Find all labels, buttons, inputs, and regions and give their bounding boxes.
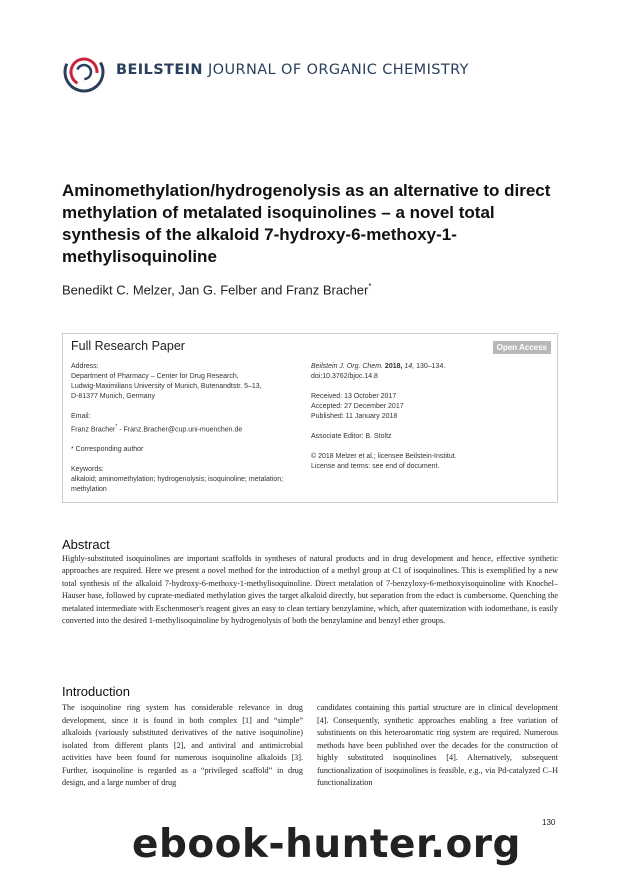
email-address[interactable]: - Franz.Bracher@cup.uni-muenchen.de (117, 426, 243, 434)
email-label: Email: (71, 413, 91, 420)
author-list (62, 282, 371, 297)
introduction-right-column: candidates containing this partial structure are in clinical development [4]. Consequently, synthetic approaches enabling a free variation of substituents on this heteroaromatic ring system are required. Numerous methods have been published over the decades for the construction of highly substituted isoquinolines [4]. Alternatively, subsequent functionalization of isoquinolines is feasible, e.g., via Pd-catalyzed C–H functionalization (317, 703, 558, 787)
abstract-heading: Abstract (62, 537, 110, 552)
info-left-column (71, 362, 303, 495)
address-line: Department of Pharmacy – Center for Drug Research, (71, 373, 239, 380)
received-date: Received: 13 October 2017 (311, 393, 397, 400)
citation-volume: 14, (404, 363, 415, 370)
citation (311, 362, 551, 372)
introduction-heading: Introduction (62, 684, 130, 699)
citation-pages: 130–134. (416, 363, 446, 370)
license-note: License and terms: see end of document. (311, 463, 440, 470)
watermark-text: ebook-hunter.org (132, 822, 521, 867)
info-right-column (311, 362, 551, 472)
keywords-line: alkaloid; aminomethylation; hydrogenolysis; isoquinoline; metalation; (71, 476, 284, 484)
page-number: 130 (542, 818, 556, 827)
journal-logo-icon (62, 50, 106, 94)
keywords-line: methylation (71, 486, 107, 494)
open-access-badge: Open Access (493, 341, 551, 354)
corresponding-author-note: * Corresponding author (71, 446, 144, 454)
citation-journal: Beilstein J. Org. Chem. (311, 363, 383, 370)
address-line: D-81377 Munich, Germany (71, 393, 156, 400)
keywords-label: Keywords: (71, 466, 104, 474)
published-date: Published: 11 January 2018 (311, 413, 398, 420)
doi-link[interactable]: doi:10.3762/bjoc.14.8 (311, 373, 378, 380)
abstract-text: Highly-substituted isoquinolines are important scaffolds in syntheses of natural products and in drug development and hence, effective synthetic approaches are required. Here we present a novel method for the introduction of a methyl group at C1 of isoquinolines. This is exemplified by a new total synthesis of the alkaloid 7-hydroxy-6-methoxy-1-methylisoquinoline. Direct metalation of 7-benzyloxy-6-methoxyisoquinoline with Knochel–Hauser base, followed by cuprate-mediated methylation gives the target alkaloid directly, but separation from the educt is cumbersome. Quenching the metalated intermediate with Eschenmoser's reagent gives an easy to clean tertiary benzylamine, which, after quaternization with iodomethane, is easily converted into the desired 1-methylisoquinoline by hydrogenolysis of both the benzylamine and benzyl ether groups. (62, 554, 558, 626)
citation-year: 2018, (384, 363, 403, 370)
journal-name-rest: JOURNAL OF ORGANIC CHEMISTRY (207, 62, 469, 78)
introduction-left-column: The isoquinoline ring system has considerable relevance in drug development, since it is found in both complex [1] and “simple” alkaloids (variously substituted derivatives of the native isoquinoline) isolated from different plants [2], and antiviral and antimicrobial activities have been found for numerous isoquinoline alkaloids [3]. Further, isoquinoline is regarded as a “privileged scaffold” in drug design, and a large number of drug (62, 703, 303, 787)
address-label: Address: (71, 363, 99, 370)
article-title: Aminomethylation/hydrogenolysis as an alternative to direct methylation of metalated isoquinolines – a novel total synthesis of the alkaloid 7-hydroxy-6-methoxy-1-methylisoquinoline (62, 181, 551, 266)
accepted-date: Accepted: 27 December 2017 (311, 403, 404, 410)
email-author: Franz Bracher (71, 426, 116, 434)
author-names: Benedikt C. Melzer, Jan G. Felber and Franz Bracher (62, 282, 369, 298)
corresponding-mark: * (368, 282, 372, 291)
journal-name-bold: BEILSTEIN (116, 62, 203, 78)
email-mark: * (115, 424, 118, 430)
email-line (71, 422, 303, 435)
associate-editor: Associate Editor: B. Stoltz (311, 433, 392, 440)
address-line: Ludwig-Maximilians University of Munich, Butenandtstr. 5–13, (71, 383, 262, 390)
copyright: © 2018 Melzer et al.; licensee Beilstein-Institut. (311, 453, 457, 460)
article-type: Full Research Paper (71, 339, 185, 353)
journal-name (116, 62, 469, 78)
article-info-box (62, 333, 558, 503)
